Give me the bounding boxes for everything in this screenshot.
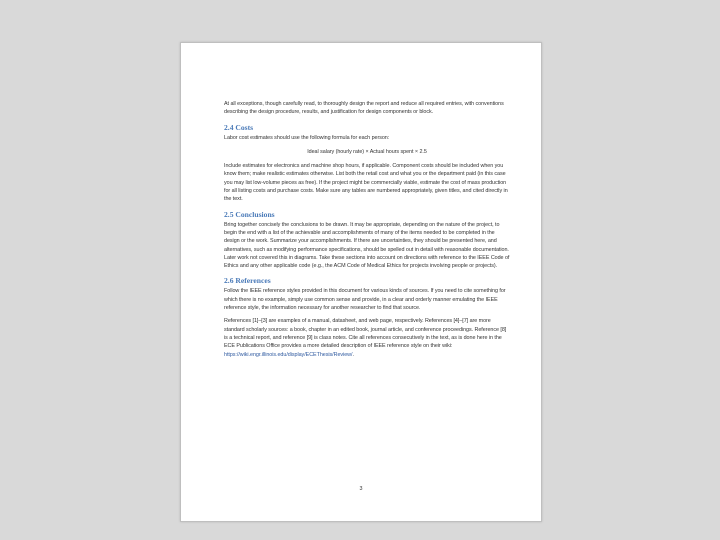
cost-formula: Ideal salary (hourly rate) × Actual hours spent × 2.5	[307, 148, 427, 155]
references-paragraph-2	[224, 317, 510, 358]
intro-paragraph: At all exceptions, though carefully read, to thoroughly design the report and reduce all required entries, with conventions describing the design procedure, results, and justification for design components or block.	[224, 101, 504, 116]
references-heading: 2.6 References	[224, 276, 271, 286]
conclusions-body: Bring together concisely the conclusions to be drawn. It may be appropriate, depending on the nature of the project, to begin the end with a list of the achievable and accomplishments of many of the items needed to be completed in the design or the work. Summarize your accomplishments. If there are uncertainties, they should be presented here, and alternatives, such as modifying performance specifications, should be spelled out in detail with reasonable documentation. Later work not covered this in diagrams. Take these sections into account on directions with reference to the IEEE Code of Ethics and any other applicable code (e.g., the ACM Code of Medical Ethics for projects involving people or projects).	[224, 221, 510, 270]
references-paragraph-2-text: References [1]–[3] are examples of a manual, datasheet, and web page, respectively. References [4]–[7] are more standard scholarly sources: a book, chapter in an edited book, journal article, and conference proceedings. Reference [8] is a technical report, and reference [9] is class notes. Cite all references consecutively in the text, as is done here in the ECE Publications Office provides a more detailed description of IEEE reference style on their wiki:	[224, 318, 507, 350]
costs-body: Include estimates for electronics and machine shop hours, if applicable. Component costs should be included when you know them; make realistic estimates otherwise. List both the retail cost and what you or the department paid (in this case you may list low-volume pieces as free). If the project might be commercially viable, estimate the cost of mass production for all listing costs and purchase costs. Make sure any tables are numbered appropriately, given titles, and cited directly in the text.	[224, 163, 508, 203]
references-paragraph-2-tail: .	[352, 351, 354, 358]
page-content	[224, 100, 510, 364]
references-paragraph-1: Follow the IEEE reference styles provided in this document for various kinds of sources. If you need to cite something for which there is no example, simply use common sense and provide, in a clear and orderly manner emulating the IEEE reference style, the information necessary for another researcher to find that source.	[224, 288, 506, 312]
conclusions-heading: 2.5 Conclusions	[224, 209, 275, 219]
page-number: 3	[359, 486, 363, 492]
costs-lead: Labor cost estimates should use the following formula for each person:	[224, 134, 390, 141]
reference-style-link[interactable]: https://wiki.engr.illinois.edu/display/ECEThesis/Review/	[224, 351, 353, 358]
costs-heading: 2.4 Costs	[224, 122, 254, 132]
document-page	[180, 42, 542, 522]
